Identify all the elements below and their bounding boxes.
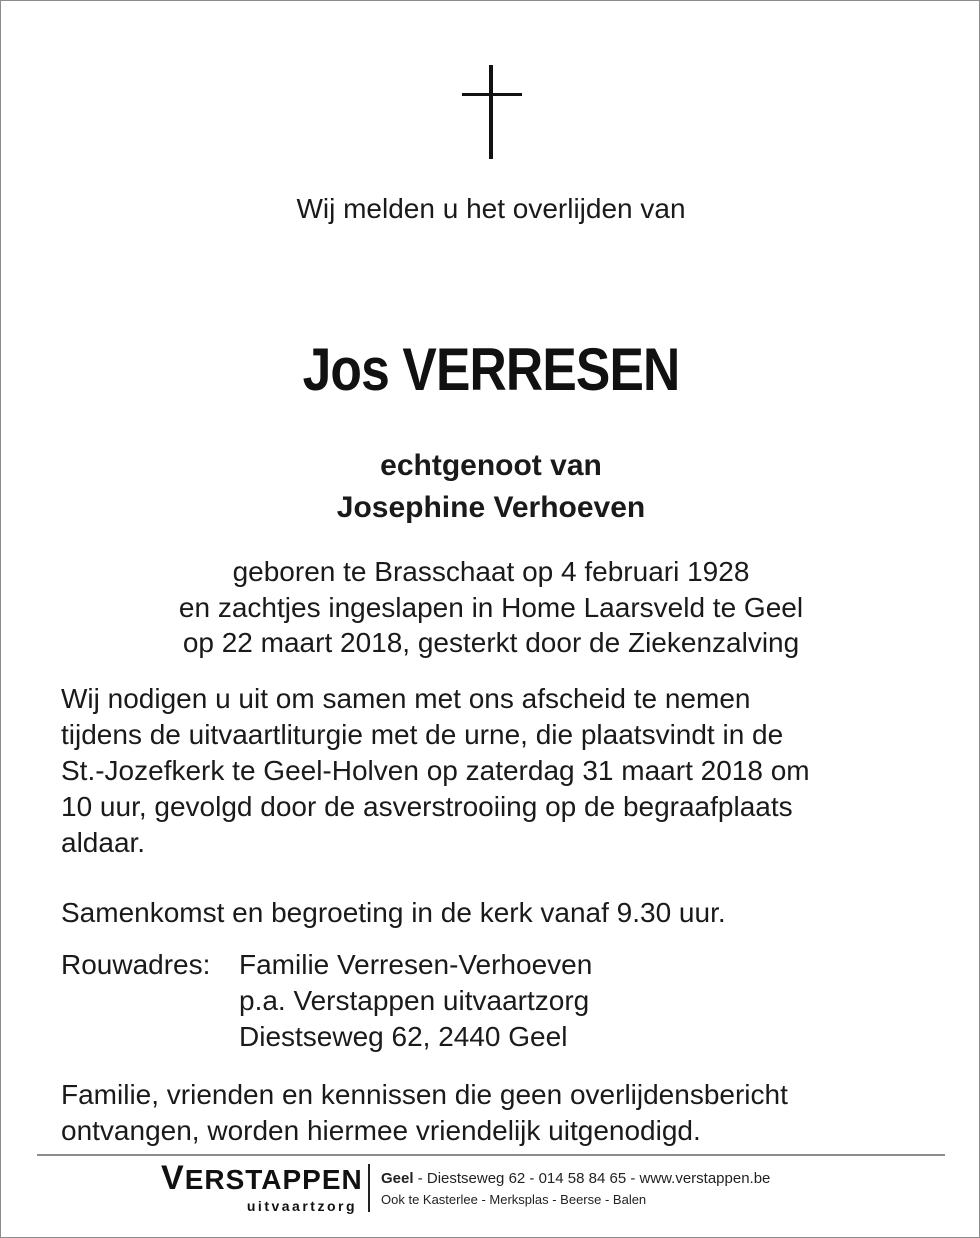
footer-city: Geel [381, 1170, 414, 1187]
logo-tagline: uitvaartzorg [246, 1198, 357, 1214]
birth-line: geboren te Brasschaat op 4 februari 1928 [232, 556, 750, 587]
footer-divider [37, 1154, 945, 1156]
deceased-name: Jos VERRESEN [302, 336, 680, 403]
footer-contact-details: - Diestseweg 62 - 014 58 84 65 - www.verstappen.be [413, 1170, 771, 1187]
address-street: Diestseweg 62, 2440 Geel [239, 1021, 568, 1052]
invitation-line: tijdens de uitvaartliturgie met de urne, die plaatsvindt in de [61, 719, 784, 750]
verstappen-logo [161, 1159, 363, 1217]
footer-contact [381, 1169, 770, 1189]
invitation-line: aldaar. [61, 827, 146, 858]
meeting-text: Samenkomst en begroeting in de kerk vanaf 9.30 uur. [61, 897, 726, 928]
invitation-line: Wij nodigen u uit om samen met ons afscheid te nemen [61, 683, 751, 714]
closing-line: Familie, vrienden en kennissen die geen overlijdensbericht [61, 1079, 788, 1110]
logo-wordmark: VERSTAPPEN [161, 1159, 363, 1197]
address-family: Familie Verresen-Verhoeven [239, 949, 593, 980]
footer-branches: Ook te Kasterlee - Merksplas - Beerse - Balen [381, 1192, 647, 1207]
address-label: Rouwadres: [61, 949, 211, 980]
death-line: en zachtjes ingeslapen in Home Laarsveld te Geel [178, 592, 804, 623]
intro-text: Wij melden u het overlijden van [296, 193, 686, 224]
invitation-line: 10 uur, gevolgd door de asverstrooiing op de begraafplaats [61, 791, 793, 822]
spouse-name: Josephine Verhoeven [336, 491, 646, 524]
address-line [61, 947, 592, 983]
spouse-intro: echtgenoot van [380, 449, 602, 482]
cross-icon [462, 65, 522, 159]
footer-separator [368, 1164, 370, 1212]
invitation-line: St.-Jozefkerk te Geel-Holven op zaterdag 31 maart 2018 om [61, 755, 810, 786]
closing-line: ontvangen, worden hiermee vriendelijk uitgenodigd. [61, 1115, 701, 1146]
address-care-of: p.a. Verstappen uitvaartzorg [239, 985, 590, 1016]
death-date-line: op 22 maart 2018, gesterkt door de Ziekenzalving [182, 627, 800, 658]
